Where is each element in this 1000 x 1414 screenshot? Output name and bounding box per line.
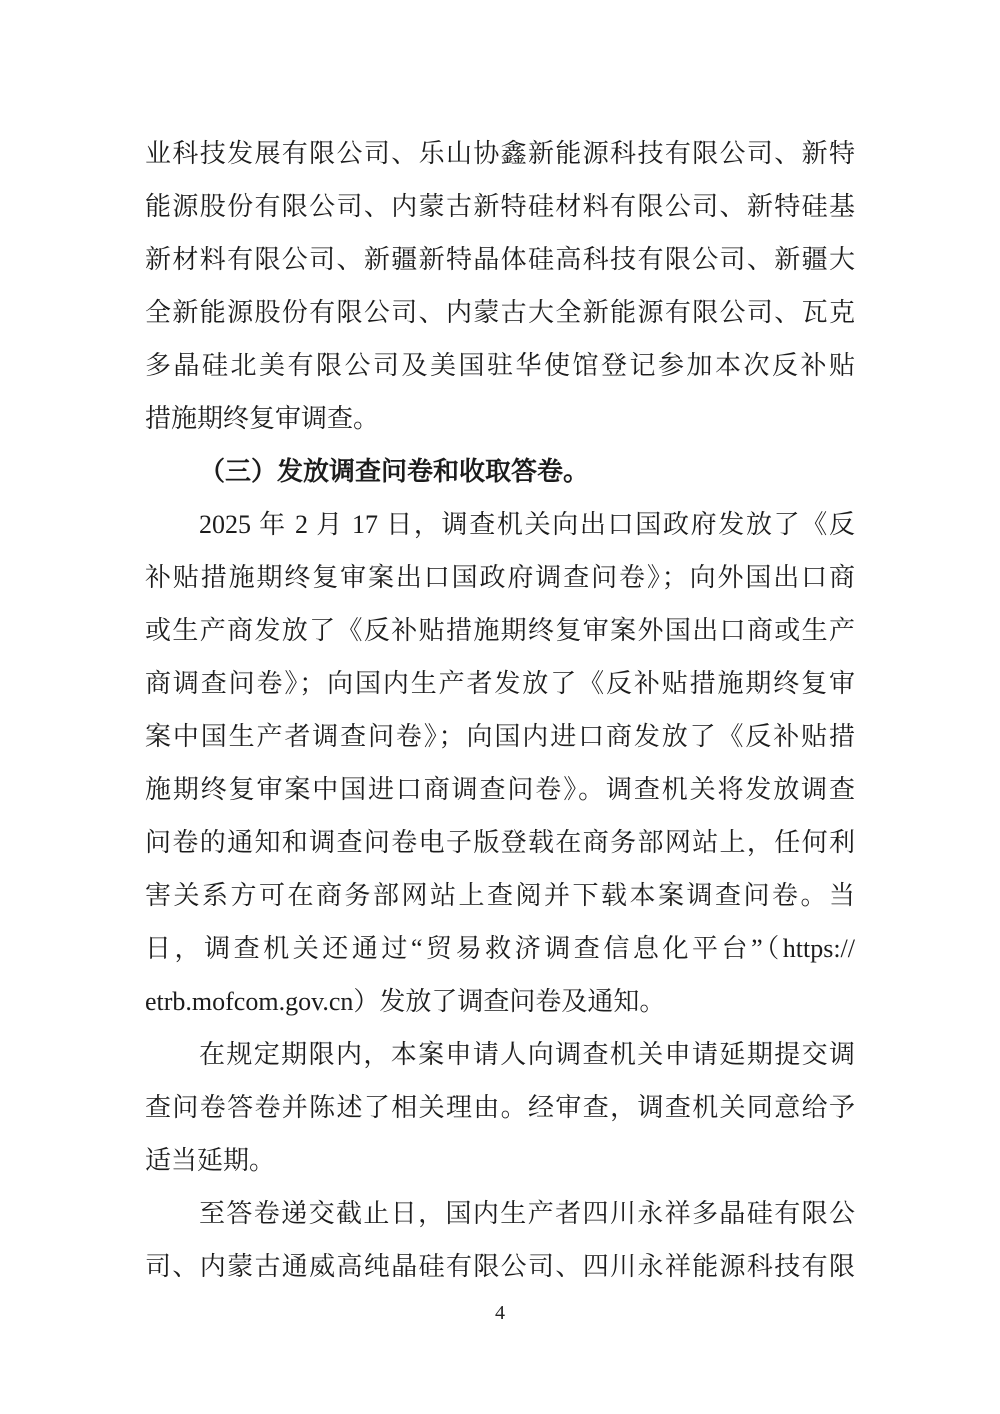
page-number: 4 xyxy=(495,1302,505,1324)
text-line: 业科技发展有限公司、乐山协鑫新能源科技有限公司、新特 xyxy=(145,139,855,168)
text-line: 案中国生产者调查问卷》；向国内进口商发放了《反补贴措 xyxy=(145,722,855,751)
text-line: 商调查问卷》；向国内生产者发放了《反补贴措施期终复审 xyxy=(145,669,855,698)
text-line: 施期终复审案中国进口商调查问卷》。调查机关将发放调查 xyxy=(145,775,855,804)
document-body xyxy=(145,127,855,1293)
text-line: 适当延期。 xyxy=(145,1146,276,1175)
text-line: 新材料有限公司、新疆新特晶体硅高科技有限公司、新疆大 xyxy=(145,245,855,274)
text-line: 查问卷答卷并陈述了相关理由。经审查，调查机关同意给予 xyxy=(145,1093,855,1122)
text-line: 全新能源股份有限公司、内蒙古大全新能源有限公司、瓦克 xyxy=(145,298,855,327)
text-line: 2025 年 2 月 17 日，调查机关向出口国政府发放了《反 xyxy=(199,510,855,539)
text-line: 在规定期限内，本案申请人向调查机关申请延期提交调 xyxy=(199,1040,855,1069)
text-line: 司、内蒙古通威高纯晶硅有限公司、四川永祥能源科技有限 xyxy=(145,1252,855,1281)
text-line: 措施期终复审调查。 xyxy=(145,404,380,433)
text-line: 害关系方可在商务部网站上查阅并下载本案调查问卷。当 xyxy=(145,881,855,910)
text-line: 至答卷递交截止日，国内生产者四川永祥多晶硅有限公 xyxy=(199,1199,855,1228)
section-heading: （三）发放调查问卷和收取答卷。 xyxy=(199,457,590,486)
text-line: 补贴措施期终复审案出口国政府调查问卷》；向外国出口商 xyxy=(145,563,855,592)
text-line: etrb.mofcom.gov.cn）发放了调查问卷及通知。 xyxy=(145,987,666,1016)
text-line: 多晶硅北美有限公司及美国驻华使馆登记参加本次反补贴 xyxy=(145,351,855,380)
text-line: 问卷的通知和调查问卷电子版登载在商务部网站上，任何利 xyxy=(145,828,855,857)
text-line: 或生产商发放了《反补贴措施期终复审案外国出口商或生产 xyxy=(145,616,855,645)
text-line: 日，调查机关还通过“贸易救济调查信息化平台”（https:// xyxy=(145,934,855,963)
text-line: 能源股份有限公司、内蒙古新特硅材料有限公司、新特硅基 xyxy=(145,192,855,221)
